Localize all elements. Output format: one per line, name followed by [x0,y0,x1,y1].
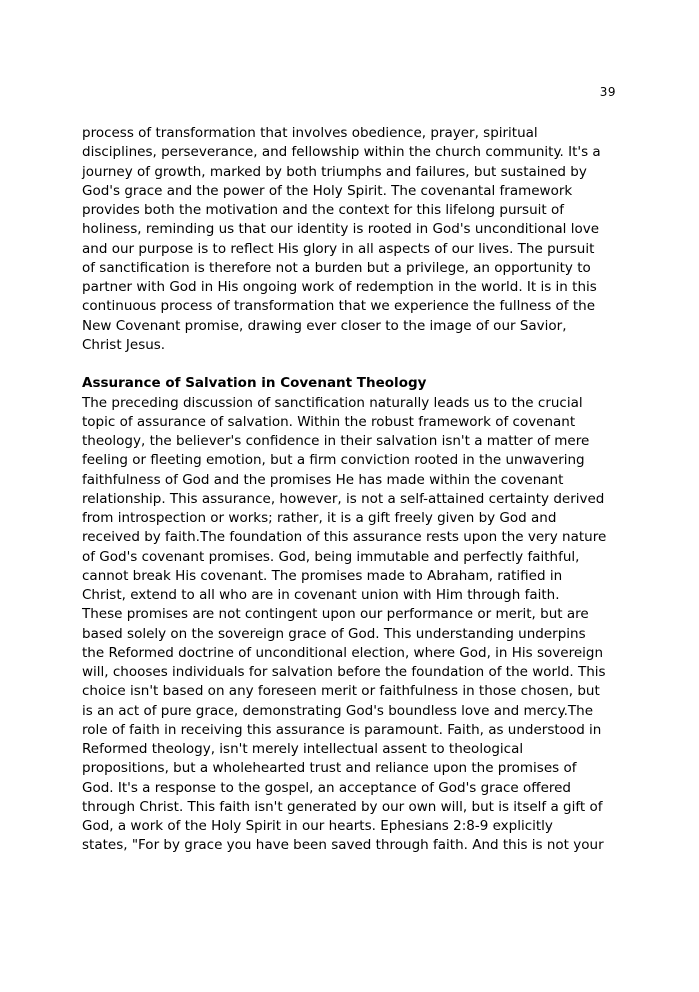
paragraph-assurance [82,394,622,856]
text-line: states, "For by grace you have been saved through faith. And this is not your [82,837,604,854]
text-line: provides both the motivation and the context for this lifelong pursuit of [82,202,564,218]
text-line: God, a work of the Holy Spirit in our hearts. Ephesians 2:8-9 explicitly [82,818,553,834]
text-line: topic of assurance of salvation. Within the robust framework of covenant [82,413,576,430]
text-line: The preceding discussion of sanctification naturally leads us to the crucial [82,394,583,411]
page-number: 39 [599,85,616,99]
text-line: cannot break His covenant. The promises made to Abraham, ratified in [82,567,563,584]
text-line: feeling or fleeting emotion, but a firm conviction rooted in the unwavering [82,452,585,469]
text-line: New Covenant promise, drawing ever closer to the image of our Savior, [82,317,567,334]
paragraph-continued [82,124,622,355]
section-heading: Assurance of Salvation in Covenant Theology [82,375,427,392]
text-line: of God's covenant promises. God, being immutable and perfectly faithful, [82,548,580,565]
text-line: the Reformed doctrine of unconditional election, where God, in His sovereign [82,644,604,661]
text-line: theology, the believer's confidence in their salvation isn't a matter of mere [82,433,590,449]
text-line: of sanctification is therefore not a burden but a privilege, an opportunity to [82,259,591,276]
text-line: faithfulness of God and the promises He has made within the covenant [82,471,564,488]
text-line: role of faith in receiving this assurance is paramount. Faith, as understood in [82,721,602,738]
text-line: through Christ. This faith isn't generated by our own will, but is itself a gift of [82,798,603,815]
text-line: Christ Jesus. [82,336,166,353]
text-line: partner with God in His ongoing work of redemption in the world. It is in this [82,279,597,295]
text-line: choice isn't based on any foreseen merit or faithfulness in those chosen, but [82,683,600,700]
text-line: from introspection or works; rather, it is a gift freely given by God and [82,510,557,526]
text-line: will, chooses individuals for salvation before the foundation of the world. This [82,664,606,680]
text-line: based solely on the sovereign grace of God. This understanding underpins [82,625,586,642]
text-line: Reformed theology, isn't merely intellectual assent to theological [82,741,524,757]
text-line: received by faith.The foundation of this assurance rests upon the very nature [82,529,607,546]
text-line: process of transformation that involves obedience, prayer, spiritual [82,125,538,141]
page-body [82,124,622,856]
paragraph-spacer [82,355,622,374]
text-line: and our purpose is to reflect His glory in all aspects of our lives. The pursuit [82,240,595,257]
text-line: relationship. This assurance, however, is not a self-attained certainty derived [82,490,605,507]
text-line: propositions, but a wholehearted trust and reliance upon the promises of [82,760,577,777]
text-line: These promises are not contingent upon our performance or merit, but are [82,606,589,623]
text-line: Christ, extend to all who are in covenant union with Him through faith. [82,587,560,603]
text-line: holiness, reminding us that our identity is rooted in God's unconditional love [82,221,600,238]
text-line: is an act of pure grace, demonstrating God's boundless love and mercy.The [82,702,594,719]
text-line: disciplines, perseverance, and fellowship within the church community. It's a [82,144,601,161]
text-line: God's grace and the power of the Holy Spirit. The covenantal framework [82,182,573,199]
text-line: journey of growth, marked by both triumphs and failures, but sustained by [82,163,587,180]
text-line: God. It's a response to the gospel, an acceptance of God's grace offered [82,779,572,796]
text-line: continuous process of transformation that we experience the fullness of the [82,298,596,315]
